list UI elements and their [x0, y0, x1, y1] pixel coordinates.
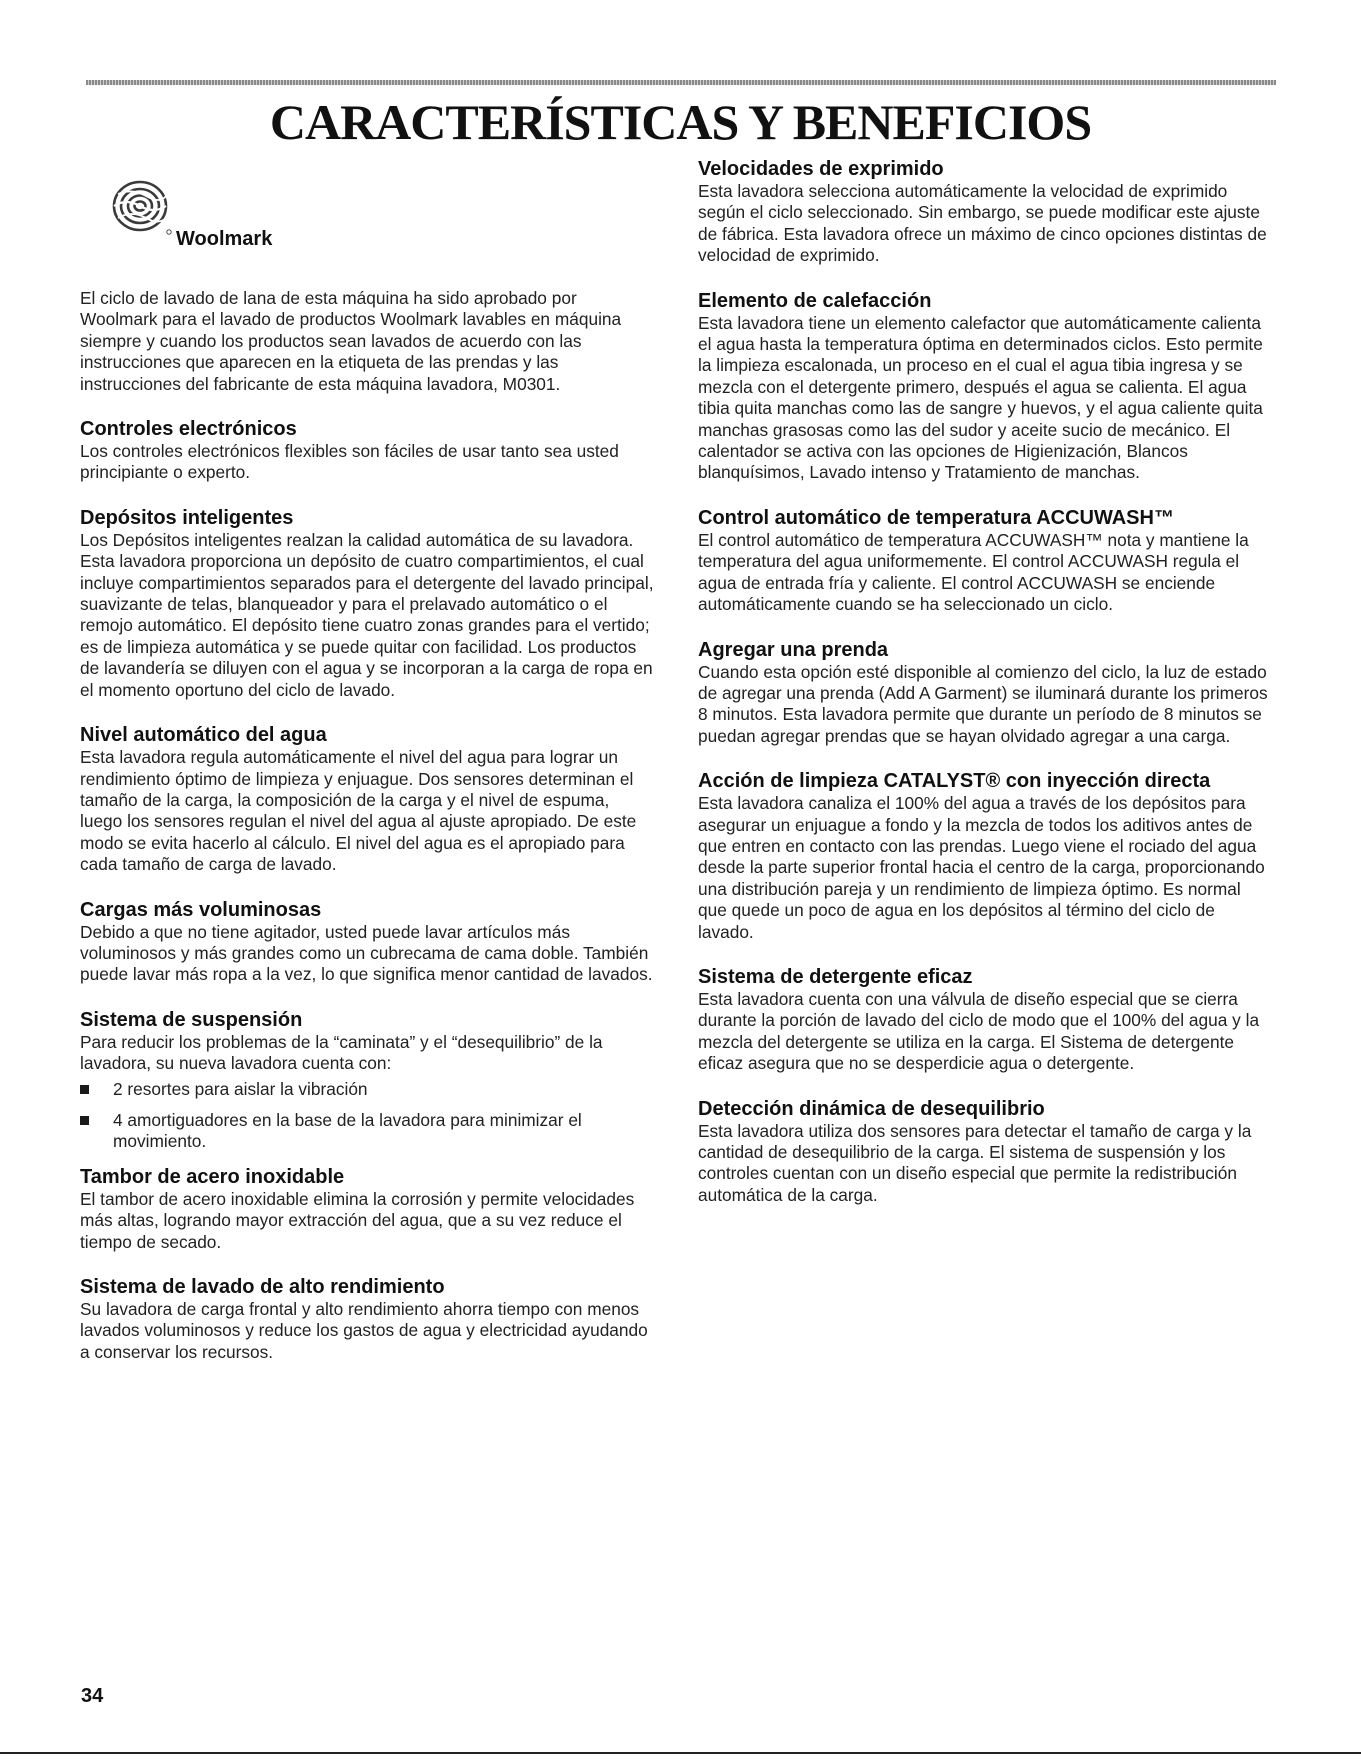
bottom-rule: [0, 1752, 1361, 1754]
catalyst-heading: Acción de limpieza CATALYST® con inyección directa: [698, 770, 1211, 793]
square-bullet-icon: [80, 1085, 89, 1094]
list-item: [80, 1110, 655, 1153]
suspension-text: Para reducir los problemas de la “caminata” y el “desequilibrio” de la lavadora, su nueva lavadora cuenta con:: [80, 1031, 603, 1074]
woolmark-section-header: [80, 158, 655, 258]
deteccion-text: Esta lavadora utiliza dos sensores para detectar el tamaño de carga y la cantidad de desequilibrio de la carga. El sistema de suspensión y los controles cuentan con un diseño especial que permite la redistribución automática de la carga.: [698, 1120, 1252, 1205]
depositos-heading: Depósitos inteligentes: [80, 506, 294, 529]
suspension-heading: Sistema de suspensión: [80, 1008, 303, 1031]
calefaccion-section: [698, 290, 1273, 484]
list-item: [80, 1079, 655, 1100]
velocidades-section: [698, 158, 1273, 267]
bullet-text: 2 resortes para aislar la vibración: [113, 1078, 368, 1099]
velocidades-heading: Velocidades de exprimido: [698, 158, 944, 180]
nivel-text: Esta lavadora regula automáticamente el nivel del agua para lograr un rendimiento óptimo de limpieza y enjuague. Dos sensores determinan el tamaño de la carga, la composición de la carga y el nivel de espuma, luego los sensores regulan el nivel del agua al ajuste apropiado. De este modo se evita hacerlo al cálculo. El nivel del agua es el apropiado para cada tamaño de carga de lavado.: [80, 747, 637, 875]
alto-rendimiento-section: [80, 1276, 655, 1363]
controles-section: [80, 418, 655, 484]
depositos-text: Los Depósitos inteligentes realzan la calidad automática de su lavadora. Esta lavadora proporciona un depósito de cuatro compartimientos, el cual incluye compartimientos separados para el detergente del lavado principal, suavizante de telas, blanqueador y para el prelavado automático o el remojo automático. El depósito tiene cuatro zonas grandes para el vertido; es de limpieza automática y se puede quitar con facilidad. Los productos de lavandería se diluyen con el agua y se incorporan a la carga de ropa en el momento oportuno del ciclo de lavado.: [80, 529, 654, 700]
suspension-bullet-list: [80, 1079, 655, 1153]
accuwash-heading: Control automático de temperatura ACCUWASH™: [698, 506, 1174, 529]
deteccion-section: [698, 1098, 1273, 1207]
depositos-section: [80, 507, 655, 701]
catalyst-section: [698, 770, 1273, 943]
cargas-section: [80, 899, 655, 986]
accuwash-text: El control automático de temperatura ACCUWASH™ nota y mantiene la temperatura del agua uniformemente. El control ACCUWASH regula el agua de entrada fría y caliente. El control ACCUWASH se enciende automáticamente cuando se ha seleccionado un ciclo.: [698, 529, 1249, 615]
nivel-heading: Nivel automático del agua: [80, 724, 327, 747]
nivel-section: [80, 724, 655, 875]
square-bullet-icon: [80, 1116, 89, 1125]
controles-text: Los controles electrónicos flexibles son fáciles de usar tanto sea usted principiante o experto.: [80, 441, 619, 483]
page-number: 34: [81, 1685, 104, 1707]
right-column: [698, 158, 1273, 1206]
controles-heading: Controles electrónicos: [80, 418, 297, 441]
agregar-section: [698, 639, 1273, 748]
detergente-section: [698, 966, 1273, 1075]
cargas-heading: Cargas más voluminosas: [80, 898, 322, 921]
page-title: CARACTERÍSTICAS Y BENEFICIOS: [269, 94, 1092, 150]
tambor-text: El tambor de acero inoxidable elimina la corrosión y permite velocidades más altas, logrando mayor extracción del agua, que a su vez reduce el tiempo de secado.: [80, 1188, 635, 1252]
suspension-section: [80, 1009, 655, 1153]
top-rule: [86, 80, 1276, 85]
cargas-text: Debido a que no tiene agitador, usted puede lavar artículos más voluminosos y más grandes como un cubrecama de cama doble. También puede lavar más ropa a la vez, lo que significa menor cantidad de lavados.: [80, 921, 653, 985]
calefaccion-text: Esta lavadora tiene un elemento calefactor que automáticamente calienta el agua hasta la temperatura óptima en determinados ciclos. Esto permite la limpieza escalonada, un proceso en el cual el agua tibia ingresa y se mezcla con el detergente primero, después el agua se calienta. El agua tibia quita manchas como las de sangre y huevos, y el agua caliente quita manchas grasosas como las del sudor y aceite sucio de mecánico. El calentador se activa con las opciones de Higienización, Blancos blanquísimos, Lavado intenso y Tratamiento de manchas.: [698, 312, 1263, 483]
catalyst-text: Esta lavadora canaliza el 100% del agua a través de los depósitos para asegurar un enjuague a fondo y la mezcla de todos los aditivos antes de que entren en contacto con las prendas. Luego viene el rociado del agua desde la parte superior frontal hacia el centro de la carga, proporcionando una distribución pareja y un rendimiento de limpieza óptimo. Es normal que quede un poco de agua en los depósitos al término del ciclo de lavado.: [698, 793, 1265, 942]
deteccion-heading: Detección dinámica de desequilibrio: [698, 1097, 1045, 1120]
tambor-section: [80, 1166, 655, 1253]
accuwash-section: [698, 507, 1273, 616]
woolmark-logo-icon: [106, 176, 176, 238]
detergente-heading: Sistema de detergente eficaz: [698, 965, 973, 988]
velocidades-text: Esta lavadora selecciona automáticamente la velocidad de exprimido según el ciclo seleccionado. Sin embargo, se puede modificar este ajuste de fábrica. Esta lavadora ofrece un máximo de cinco opciones distintas de velocidad de exprimido.: [698, 181, 1267, 266]
woolmark-text: El ciclo de lavado de lana de esta máquina ha sido aprobado por Woolmark para el lavado de productos Woolmark lavables en máquina siempre y cuando los productos sean lavados de acuerdo con las instrucciones que aparecen en la etiqueta de las prendas y las instrucciones del fabricante de esta máquina lavadora, M0301.: [80, 288, 622, 394]
woolmark-heading: Woolmark: [176, 228, 273, 250]
calefaccion-heading: Elemento de calefacción: [698, 289, 932, 312]
agregar-heading: Agregar una prenda: [698, 638, 889, 661]
bullet-text: 4 amortiguadores en la base de la lavadora para minimizar el movimiento.: [113, 1109, 582, 1152]
alto-rendimiento-text: Su lavadora de carga frontal y alto rendimiento ahorra tiempo con menos lavados voluminosos y reduce los gastos de agua y electricidad ayudando a conservar los recursos.: [80, 1299, 648, 1362]
tambor-heading: Tambor de acero inoxidable: [80, 1165, 345, 1188]
alto-rendimiento-heading: Sistema de lavado de alto rendimiento: [80, 1276, 445, 1298]
detergente-text: Esta lavadora cuenta con una válvula de diseño especial que se cierra durante la porción de lavado del ciclo de modo que el 100% del agua y la mezcla del detergente se utiliza en la carga. El Sistema de detergente eficaz asegura que no se desperdicie agua o detergente.: [698, 988, 1260, 1074]
agregar-text: Cuando esta opción esté disponible al comienzo del ciclo, la luz de estado de agregar una prenda (Add A Garment) se iluminará durante los primeros 8 minutos. Esta lavadora permite que durante un período de 8 minutos se puedan agregar prendas que se hayan olvidado agregar a una carga.: [698, 661, 1268, 746]
left-column: [80, 158, 655, 1363]
